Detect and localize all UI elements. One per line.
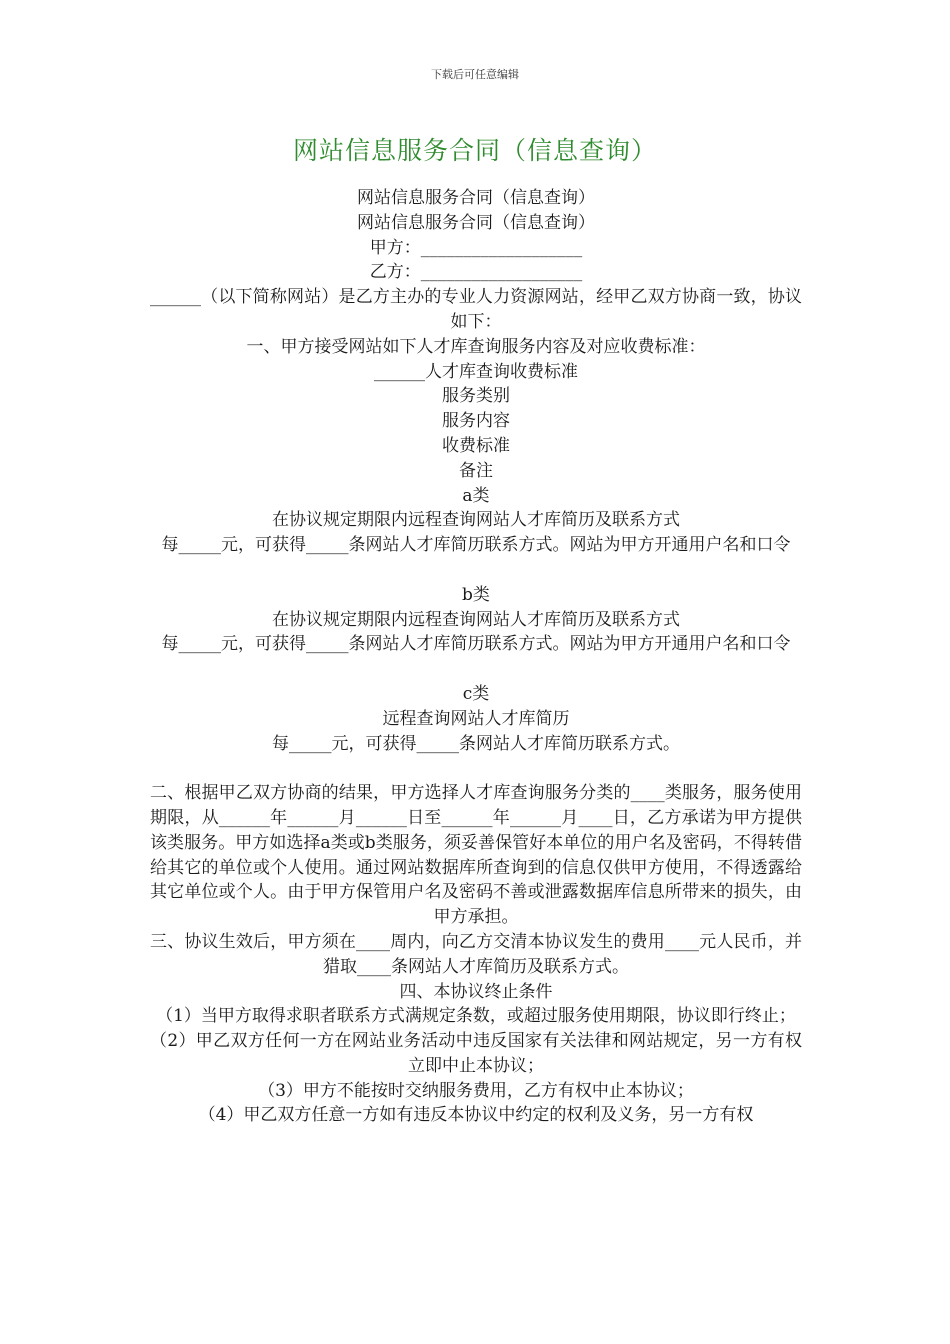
subtitle-line: 网站信息服务合同（信息查询） <box>357 188 595 208</box>
category-c-label: c类 <box>462 683 490 704</box>
category-a-label: a类 <box>462 485 490 506</box>
category-c-content: 远程查询网站人才库简历 <box>382 708 570 729</box>
clause-3-paragraph: 三、协议生效后，甲方须在____周内，向乙方交清本协议发生的费用____元人民币，并猎取____条网站人才库简历及联系方式。 <box>150 931 802 977</box>
blank-line <box>150 558 802 583</box>
category-b-label: b类 <box>462 584 490 605</box>
document-title: 网站信息服务合同（信息查询） <box>292 136 657 165</box>
category-a-fee: 每_____元，可获得_____条网站人才库简历联系方式。网站为甲方开通用户名和口令 <box>161 535 791 556</box>
category-c-fee: 每_____元，可获得_____条网站人才库简历联系方式。 <box>272 733 680 754</box>
category-b-fee: 每_____元，可获得_____条网站人才库简历联系方式。网站为甲方开通用户名和口令 <box>161 634 791 655</box>
fee-table-title: ______人才库查询收费标准 <box>374 361 578 382</box>
party-a-line: 甲方：___________________ <box>369 237 583 258</box>
termination-item-4: （4）甲乙双方任意一方如有违反本协议中约定的权利及义务，另一方有权 <box>198 1105 754 1126</box>
category-b-content: 在协议规定期限内远程查询网站人才库简历及联系方式 <box>272 609 680 630</box>
table-header-category: 服务类别 <box>442 386 510 407</box>
document-body <box>150 186 802 1128</box>
party-b-line: 乙方：___________________ <box>369 262 583 283</box>
termination-item-2: （2）甲乙双方任何一方在网站业务活动中违反国家有关法律和网站规定，另一方有权立即中止本协议； <box>150 1031 802 1076</box>
table-header-fee: 收费标准 <box>442 435 510 456</box>
termination-item-3: （3）甲方不能按时交纳服务费用，乙方有权中止本协议； <box>258 1080 694 1101</box>
clause-1-heading: 一、甲方接受网站如下人才库查询服务内容及对应收费标准： <box>246 336 706 357</box>
clause-2-paragraph: 二、根据甲乙双方协商的结果，甲方选择人才库查询服务分类的____类服务，服务使用期限，从______年______月______日至______年______月____日，乙方承诺为甲方提供该类服务。甲方如选择a类或b类服务，须妥善保管好本单位的用户名及密码，不得转借给其它的单位或个人使用。通过网站数据库所查询到的信息仅供甲方使用，不得透露给其它单位或个人。由于甲方保管用户名及密码不善或泄露数据库信息所带来的损失，由甲方承担。 <box>150 783 802 928</box>
blank-line <box>150 657 802 682</box>
subtitle-line: 网站信息服务合同（信息查询） <box>357 212 595 233</box>
clause-4-heading: 四、本协议终止条件 <box>399 981 553 1002</box>
intro-paragraph: ______（以下简称网站）是乙方主办的专业人力资源网站，经甲乙双方协商一致，协议如下： <box>150 287 802 332</box>
blank-line <box>150 756 802 781</box>
page-header-note: 下载后可任意编辑 <box>431 68 519 81</box>
category-a-content: 在协议规定期限内远程查询网站人才库简历及联系方式 <box>272 510 680 531</box>
table-header-remark: 备注 <box>459 460 493 481</box>
termination-item-1: （1）当甲方取得求职者联系方式满规定条数，或超过服务使用期限，协议即行终止； <box>156 1006 796 1027</box>
table-header-content: 服务内容 <box>442 411 510 432</box>
